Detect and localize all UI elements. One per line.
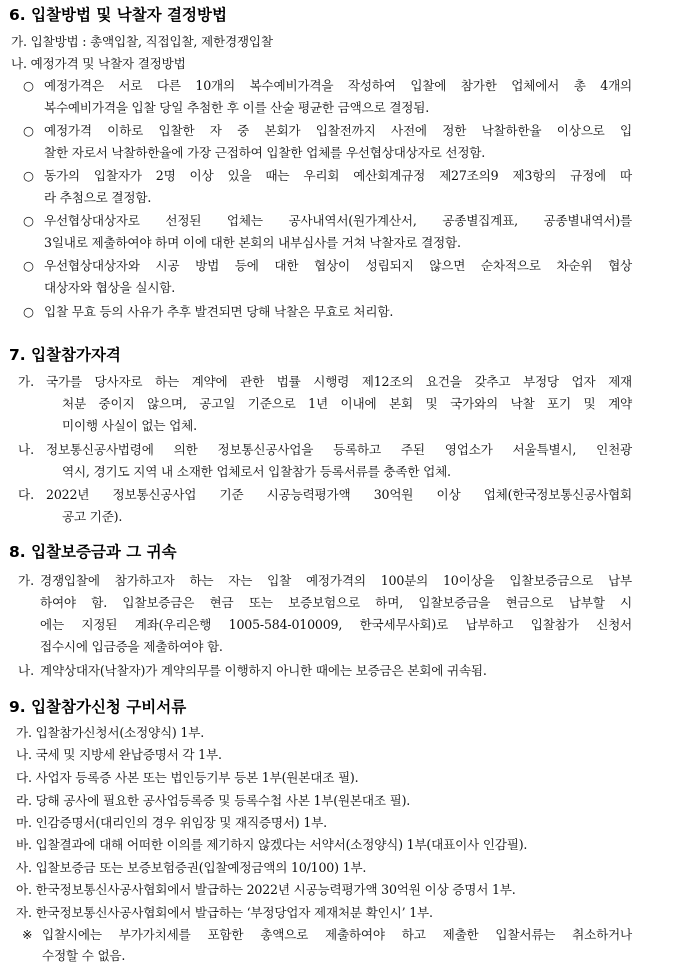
s9-note-line-1: 입찰시에는 부가가치세를 포함한 총액으로 제출하여야 하고 제출한 입찰서류는 취소하거나 [42, 927, 632, 942]
s9-item-8: 아. 한국정보통신사공사협회에서 발급하는 2022년 시공능력평가액 30억원 이상 증명서 1부. [16, 882, 516, 897]
s9-item-3: 다. 사업자 등록증 사본 또는 법인등기부 등본 1부(원본대조 필). [16, 770, 359, 785]
s6-bullet-3-line-1: 동가의 입찰자가 2명 이상 있을 때는 우리회 예산회계규정 제27조의9 제3항의 규정에 따 [44, 168, 632, 183]
s6-item-ga: 가. 입찰방법 : 총액입찰, 직접입찰, 제한경쟁입찰 [11, 34, 273, 49]
s7-ga-line-3: 미이행 사실이 없는 업체. [62, 418, 197, 433]
s9-item-7: 사. 입찰보증금 또는 보증보험증권(입찰예정금액의 10/100) 1부. [16, 860, 367, 875]
s6-bullet-2-line-2: 찰한 자로서 낙찰하한율에 가장 근접하여 입찰한 업체를 우선협상대상자로 선정함. [44, 145, 486, 160]
s7-na-marker: 나. [18, 442, 35, 457]
s8-ga-line-2: 하여야 함. 입찰보증금은 현금 또는 보증보험으로 하며, 입찰보증금을 현금으로 납부할 시 [40, 595, 632, 610]
s9-item-6: 바. 입찰결과에 대해 어떠한 이의를 제기하지 않겠다는 서약서(소정양식) 1부(대표이사 인감필). [16, 837, 528, 852]
bullet-circle-icon: ○ [23, 258, 34, 273]
section-7-title: 7. 입찰참가자격 [9, 346, 121, 364]
s6-bullet-2-line-1: 예정가격 이하로 입찰한 자 중 본회가 입찰전까지 사전에 정한 낙찰하한율 이상으로 입 [44, 123, 632, 138]
s8-ga-line-3: 에는 지정된 계좌(우리은행 1005-584-010009, 한국세무사회)로 납부하고 입찰참가 신청서 [40, 617, 632, 632]
s9-item-5: 마. 인감증명서(대리인의 경우 위임장 및 재직증명서) 1부. [16, 815, 327, 830]
s9-note-line-2: 수정할 수 없음. [42, 948, 126, 963]
bullet-circle-icon: ○ [23, 123, 34, 138]
s9-item-1: 가. 입찰참가신청서(소정양식) 1부. [16, 725, 205, 740]
s8-ga-line-1: 경쟁입찰에 참가하고자 하는 자는 입찰 예정가격의 100분의 10이상을 입찰보증금으로 납부 [40, 573, 632, 588]
s6-bullet-4-line-1: 우선협상대상자로 선정된 업체는 공사내역서(원가계산서, 공종별집계표, 공종별내역서)를 [44, 213, 632, 228]
s6-bullet-6-line-1: 입찰 무효 등의 사유가 추후 발견되면 당해 낙찰은 무효로 처리함. [44, 304, 394, 319]
bullet-circle-icon: ○ [23, 213, 34, 228]
s7-da-marker: 다. [18, 487, 35, 502]
s8-na-line-1: 계약상대자(낙찰자)가 계약의무를 이행하지 아니한 때에는 보증금은 본회에 귀속됨. [40, 663, 487, 678]
s7-ga-line-1: 국가를 당사자로 하는 계약에 관한 법률 시행령 제12조의 요건을 갖추고 부정당 업자 제재 [46, 374, 632, 389]
note-reference-icon: ※ [22, 927, 33, 942]
s7-na-line-2: 역시, 경기도 지역 내 소재한 업체로서 입찰참가 등록서류를 충족한 업체. [62, 464, 451, 479]
section-6-title: 6. 입찰방법 및 낙찰자 결정방법 [9, 6, 227, 24]
s8-na-marker: 나. [18, 663, 35, 678]
s6-bullet-3-line-2: 라 추첨으로 결정함. [44, 190, 152, 205]
s8-ga-marker: 가. [18, 573, 35, 588]
s8-ga-line-4: 접수시에 입금증을 제출하여야 함. [40, 639, 223, 654]
s6-bullet-1-line-1: 예정가격은 서로 다른 10개의 복수예비가격을 작성하여 입찰에 참가한 업체에서 총 4개의 [44, 78, 632, 93]
s7-da-line-2: 공고 기준). [62, 509, 123, 524]
s9-item-9: 자. 한국정보통신사공사협회에서 발급하는 ‘부정당업자 제재처분 확인시’ 1부. [16, 905, 433, 920]
bullet-circle-icon: ○ [23, 78, 34, 93]
s7-na-line-1: 정보통신공사법령에 의한 정보통신공사업을 등록하고 주된 영업소가 서울특별시, 인천광 [46, 442, 632, 457]
s6-bullet-1-line-2: 복수예비가격을 입찰 당일 추첨한 후 이를 산술 평균한 금액으로 결정됨. [44, 100, 430, 115]
bullet-circle-icon: ○ [23, 304, 34, 319]
s6-item-na: 나. 예정가격 및 낙찰자 결정방법 [11, 56, 186, 71]
bullet-circle-icon: ○ [23, 168, 34, 183]
section-9-title: 9. 입찰참가신청 구비서류 [9, 698, 187, 716]
s7-ga-line-2: 처분 중이지 않으며, 공고일 기준으로 1년 이내에 본회 및 국가와의 낙찰 포기 및 계약 [62, 396, 632, 411]
s7-ga-marker: 가. [18, 374, 35, 389]
s7-da-line-1: 2022년 정보통신공사업 기준 시공능력평가액 30억원 이상 업체(한국정보통신공사협회 [46, 487, 632, 502]
s6-bullet-5-line-2: 대상자와 협상을 실시함. [44, 280, 176, 295]
s9-item-4: 라. 당해 공사에 필요한 공사업등록증 및 등록수첩 사본 1부(원본대조 필). [16, 793, 411, 808]
section-8-title: 8. 입찰보증금과 그 귀속 [9, 543, 177, 561]
s6-bullet-4-line-2: 3일내로 제출하여야 하며 이에 대한 본회의 내부심사를 거쳐 낙찰자로 결정함. [44, 235, 461, 250]
s6-bullet-5-line-1: 우선협상대상자와 시공 방법 등에 대한 협상이 성립되지 않으면 순차적으로 차순위 협상 [44, 258, 632, 273]
s9-item-2: 나. 국세 및 지방세 완납증명서 각 1부. [16, 747, 222, 762]
